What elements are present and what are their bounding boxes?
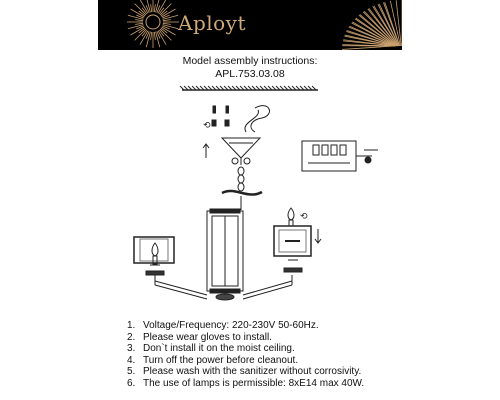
svg-text:⟲: ⟲ bbox=[203, 121, 211, 131]
svg-text:⟲: ⟲ bbox=[300, 212, 308, 222]
screwdriver-icon bbox=[212, 106, 229, 126]
instruction-list bbox=[127, 320, 364, 390]
chain bbox=[238, 167, 244, 191]
model-number: APL.753.03.08 bbox=[215, 68, 285, 80]
instructions-title: Model assembly instructions: bbox=[182, 55, 318, 67]
list-item: 1. Voltage/Frequency: 220-230V 50-60Hz. bbox=[127, 320, 319, 331]
list-item: 2. Please wear gloves to install. bbox=[127, 331, 272, 343]
list-item: 5. Please wash with the sanitizer without corrosivity. bbox=[127, 366, 362, 378]
assembly-diagram bbox=[0, 82, 500, 317]
candle-bulb-icon bbox=[288, 208, 294, 226]
up-arrow-icon bbox=[203, 144, 209, 158]
ceiling-hatch bbox=[180, 86, 318, 90]
ceiling-canopy bbox=[222, 138, 260, 165]
list-item: 3. Don`t install it on the moist ceiling. bbox=[127, 343, 295, 355]
sun-rays-logo bbox=[98, 0, 402, 50]
list-item: 4. Turn off the power before cleanout. bbox=[127, 354, 299, 366]
wiring-terminal-block bbox=[302, 141, 378, 171]
rotate-arrow-icon bbox=[203, 121, 211, 131]
list-item: 6. The use of lamps is permissible: 8xE14 max 40W. bbox=[127, 377, 365, 389]
rotate-arrow-icon bbox=[300, 212, 308, 222]
brand-name: Aployt bbox=[178, 11, 247, 35]
left-lamp bbox=[134, 237, 174, 275]
lamp-frame bbox=[207, 209, 243, 300]
down-arrow-icon bbox=[315, 229, 321, 243]
brand-banner bbox=[98, 0, 402, 50]
